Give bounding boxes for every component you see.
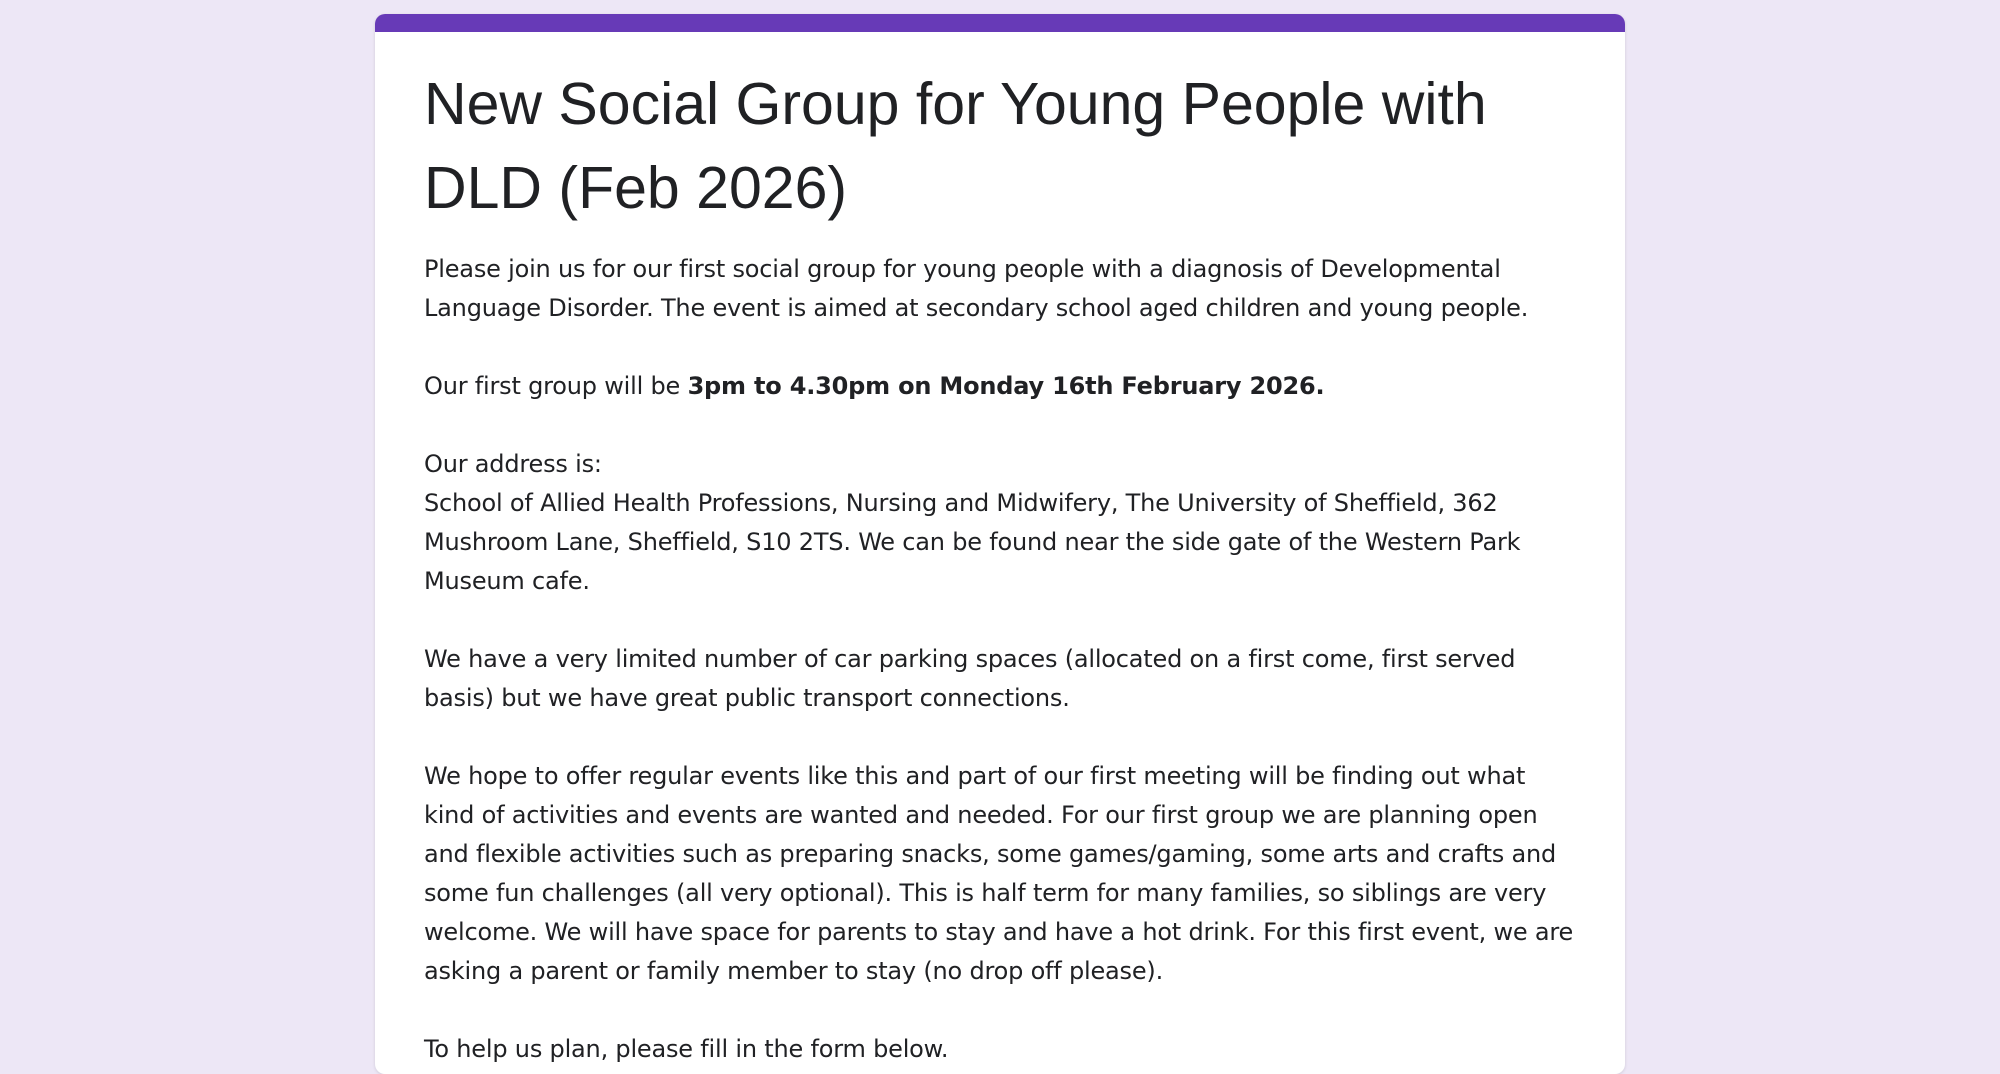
paragraph-gap: [424, 406, 1574, 445]
form-header-content: [424, 62, 1574, 1069]
parking-text: We have a very limited number of car parking spaces (allocated on a first come, first served basis) but we have great public transport connections.: [424, 645, 1516, 712]
address-label: Our address is:: [424, 450, 602, 478]
address-text: School of Allied Health Professions, Nursing and Midwifery, The University of Sheffield, 362 Mushroom Lane, Sheffield, S10 2TS. We can be found near the side gate of the Western Park Museum cafe.: [424, 489, 1521, 595]
description-intro: Please join us for our first social group for young people with a diagnosis of Developmental Language Disorder. The event is aimed at secondary school aged children and young people.: [424, 255, 1529, 322]
paragraph-gap: [424, 601, 1574, 640]
date-bold: 3pm to 4.30pm on Monday 16th February 2026.: [687, 372, 1325, 400]
card-accent-bar: [375, 14, 1625, 32]
form-title: New Social Group for Young People with DLD (Feb 2026): [424, 71, 1487, 221]
form-prompt: To help us plan, please fill in the form below.: [424, 1035, 949, 1063]
form-header-card: [375, 14, 1625, 1074]
activities-text: We hope to offer regular events like this and part of our first meeting will be finding out what kind of activities and events are wanted and needed. For our first group we are planning open and flexible activities such as preparing snacks, some games/gaming, some arts and crafts and some fun challenges (all very optional). This is half term for many families, so siblings are very welcome. We will have space for parents to stay and have a hot drink. For this first event, we are asking a parent or family member to stay (no drop off please).: [424, 762, 1574, 985]
paragraph-gap: [424, 718, 1574, 757]
description-date: [424, 367, 1574, 406]
paragraph-gap: [424, 991, 1574, 1030]
paragraph-gap: [424, 328, 1574, 367]
form-description: [424, 250, 1574, 1069]
date-prefix: Our first group will be: [424, 372, 688, 400]
